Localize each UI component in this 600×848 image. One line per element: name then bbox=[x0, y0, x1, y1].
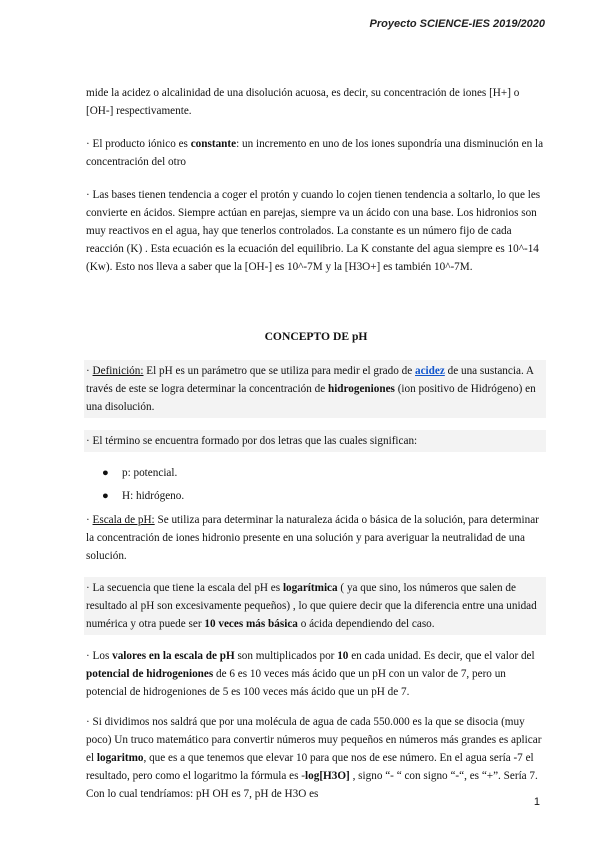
text: Se utiliza para determinar la naturaleza ácida o básica de la solución, para determinar la concentración de iones hidronio presente en una solución y para averiguar la neutralidad de una solución. bbox=[86, 514, 539, 562]
list-item-text: H: hidrógeno. bbox=[122, 490, 185, 502]
paragraph-ph-scale bbox=[86, 511, 546, 565]
text: , signo “- “ con signo “-“, es “+”. Sería 7. Con lo cual tendríamos: pH OH es 7, pH de H3O es bbox=[86, 770, 538, 800]
bold-text: constante bbox=[190, 138, 237, 150]
bold-text: logaritmo bbox=[96, 752, 144, 764]
bold-text: 10 veces más básica bbox=[204, 618, 298, 630]
text: en cada unidad. Es decir, que el valor del bbox=[348, 650, 535, 662]
text: El pH es un parámetro que se utiliza para medir el grado de bbox=[143, 365, 415, 377]
bold-text: hidrogeniones bbox=[327, 383, 395, 395]
text: (ion positivo de Hidrógeno) en una disolución. bbox=[86, 383, 536, 413]
bullet-list bbox=[86, 464, 546, 505]
bold-text: logarítmica bbox=[282, 582, 338, 594]
bullet-icon: ● bbox=[102, 467, 109, 479]
text: · bbox=[86, 365, 93, 377]
paragraph-definition bbox=[84, 360, 546, 418]
text: · Si dividimos nos saldrá que por una molécula de agua de cada 550.000 es la que se disocia (muy poco) Un truco matemático para convertir números muy pequeños en números más grandes es aplicar el bbox=[86, 716, 542, 764]
page-content bbox=[86, 84, 546, 803]
bold-text: log[H3O] bbox=[305, 770, 350, 782]
text: : un incremento en uno de los iones supondría una disminución en la concentración del otro bbox=[86, 138, 544, 168]
underlined-text: Escala de pH: bbox=[92, 514, 155, 526]
bold-text: potencial de hidrogeniones bbox=[86, 668, 214, 680]
bullet-icon: ● bbox=[102, 490, 109, 502]
text: · El producto iónico es bbox=[86, 138, 191, 150]
paragraph-acidity: mide la acidez o alcalinidad de una disolución acuosa, es decir, su concentración de iones [H+] o [OH-] respectivamente. bbox=[86, 87, 520, 117]
text: de una sustancia. A través de este se logra determinar la concentración de bbox=[86, 365, 534, 395]
bold-text: 10 bbox=[337, 650, 349, 662]
paragraph-logarithm bbox=[86, 713, 546, 803]
paragraph-ionic-product bbox=[86, 135, 546, 171]
document-header: Proyecto SCIENCE-IES 2019/2020 bbox=[369, 18, 545, 30]
paragraph-logarithmic bbox=[84, 577, 546, 635]
text: , que es a que tenemos que elevar 10 para que nos de ese número. En el agua sería -7 el resultado, pero como el logaritmo la fórmula es - bbox=[86, 752, 534, 782]
section-title: CONCEPTO DE pH bbox=[264, 330, 368, 343]
list-item bbox=[86, 464, 546, 482]
list-item bbox=[86, 487, 546, 505]
text: · La secuencia que tiene la escala del pH es bbox=[86, 582, 283, 594]
text: · bbox=[86, 514, 93, 526]
text: son multiplicados por bbox=[234, 650, 338, 662]
page-number: 1 bbox=[533, 796, 540, 808]
bold-text: valores en la escala de pH bbox=[112, 650, 235, 662]
list-item-text: p: potencial. bbox=[122, 467, 178, 479]
text: ( ya que sino, los números que salen de resultado al pH son excesivamente pequeños) , lo que quiere decir que la diferencia entre una unidad numérica y otra puede ser bbox=[86, 582, 537, 630]
underlined-text: Definición: bbox=[92, 365, 144, 377]
paragraph-bases: · Las bases tienen tendencia a coger el protón y cuando lo cojen tienen tendencia a soltarlo, lo que les convierte en ácidos. Siempre actúan en parejas, siempre va un ácido con una base. Los hidronios son muy reactivos en el agua, hay que tenerlos controlados. La constante es un número fijo de cada reacción (K) . Esta ecuación es la ecuación del equilibrio. La K constante del agua siempre es 10^-14 (Kw). Esto nos lleva a saber que la [OH-] es 10^-7M y la [H3O+] es también 10^-7M. bbox=[86, 189, 541, 273]
paragraph-term: · El término se encuentra formado por dos letras que las cuales significan: bbox=[84, 430, 546, 452]
text: de 6 es 10 veces más ácido que un pH con un valor de 7, pero un potencial de hidrogeniones de 5 es 100 veces más ácido que un pH de 7. bbox=[86, 668, 506, 698]
text: · Los bbox=[86, 650, 113, 662]
text: o ácida dependiendo del caso. bbox=[297, 618, 435, 630]
paragraph-scale-values bbox=[86, 647, 546, 701]
acidez-link[interactable]: acidez bbox=[415, 365, 445, 377]
